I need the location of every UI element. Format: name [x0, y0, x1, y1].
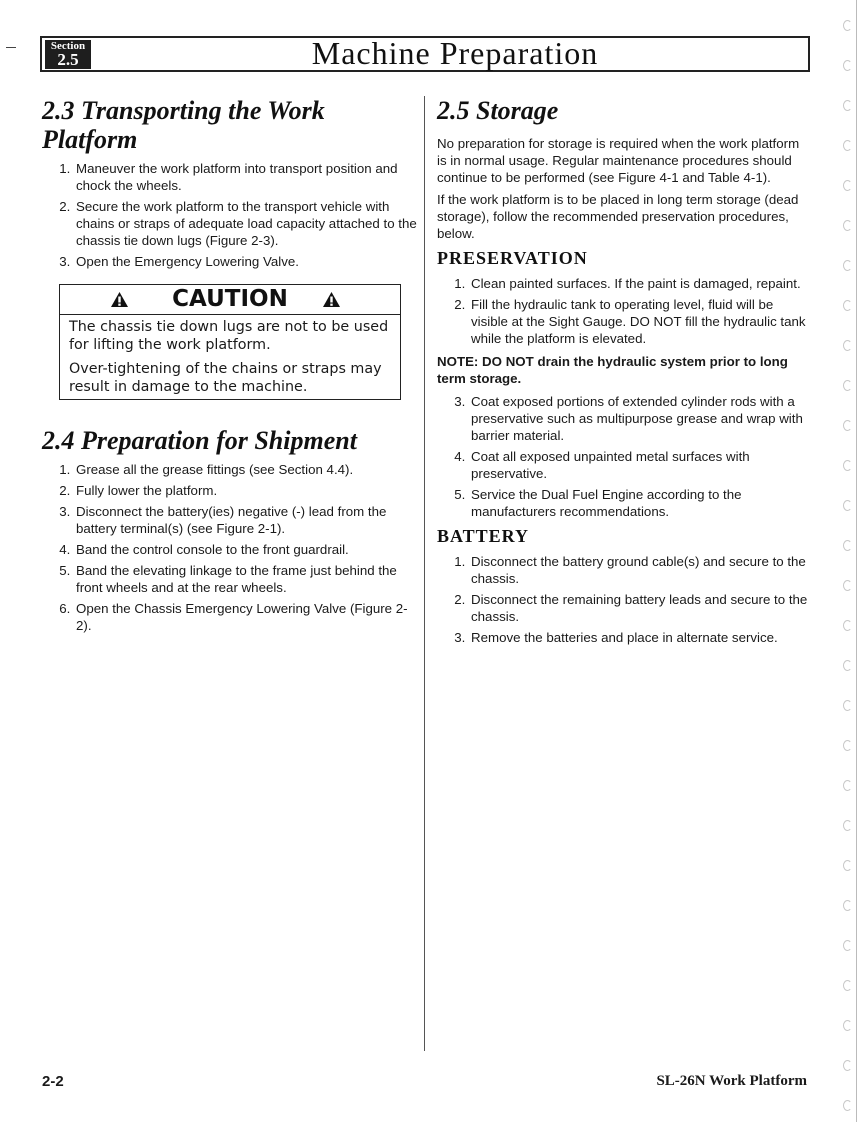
binding-ring-icon: [843, 860, 852, 871]
binding-ring-icon: [843, 140, 852, 151]
section-badge-label: Section: [50, 40, 86, 52]
list-item: 4. Coat all exposed unpainted metal surfaces with preservative.: [469, 448, 811, 482]
list-item: 3. Open the Emergency Lowering Valve.: [74, 253, 418, 270]
binding-ring-icon: [843, 580, 852, 591]
list-item: 3. Coat exposed portions of extended cylinder rods with a preservative such as multipurpose grease and wrap with barrier material.: [469, 393, 811, 444]
section-badge-number: 2.5: [57, 50, 79, 69]
section-header: [40, 36, 810, 72]
binding-ring-icon: [843, 980, 852, 991]
warning-icon: [110, 291, 129, 308]
binding-ring-icon: [843, 1100, 852, 1111]
binding-ring-icon: [843, 540, 852, 551]
transport-heading: 2.3 Transporting the Work Platform: [42, 96, 325, 154]
list-item: 5. Service the Dual Fuel Engine according to the manufacturers recommendations.: [469, 486, 811, 520]
binding-ring-icon: [843, 660, 852, 671]
list-item: 1. Disconnect the battery ground cable(s) and secure to the chassis.: [469, 553, 811, 587]
caution-text: The chassis tie down lugs are not to be used for lifting the work platform.: [69, 319, 389, 353]
list-item: 2. Fill the hydraulic tank to operating level, fluid will be visible at the Sight Gauge. DO NOT fill the hydraulic tank while the platform is elevated.: [469, 296, 811, 347]
preservation-steps-continued: [437, 393, 811, 520]
binding-ring-icon: [843, 220, 852, 231]
binding-ring-icon: [843, 420, 852, 431]
column-divider: [424, 96, 425, 1051]
binding-ring-icon: [843, 20, 852, 31]
list-item: 5. Band the elevating linkage to the frame just behind the front wheels and at the rear wheels.: [74, 562, 418, 596]
storage-note: NOTE: DO NOT drain the hydraulic system prior to long term storage.: [437, 354, 788, 386]
right-column: [437, 96, 811, 650]
binding-ring-icon: [843, 380, 852, 391]
list-item: 1. Grease all the grease fittings (see Section 4.4).: [74, 461, 418, 478]
binding-ring-icon: [843, 340, 852, 351]
product-name: SL-26N Work Platform: [656, 1073, 807, 1089]
binding-ring-icon: [843, 100, 852, 111]
warning-icon: [322, 291, 341, 308]
binding-ring-icon: [843, 820, 852, 831]
binding-ring-icon: [843, 780, 852, 791]
caution-word: CAUTION: [172, 286, 288, 312]
list-item: 2. Secure the work platform to the transport vehicle with chains or straps of adequate load capacity attached to the chassis tie down lugs (Figure 2-3).: [74, 198, 418, 249]
preservation-steps: [437, 275, 811, 347]
binding-ring-icon: [843, 700, 852, 711]
caution-box: [59, 284, 401, 400]
list-item: 2. Disconnect the remaining battery leads and secure to the chassis.: [469, 591, 811, 625]
binding-ring-icon: [843, 620, 852, 631]
caution-body: [60, 315, 400, 399]
binding-ring-icon: [843, 260, 852, 271]
binding-ring-icon: [843, 1060, 852, 1071]
binding-edge: [856, 0, 857, 1122]
margin-mark: [6, 47, 16, 48]
battery-steps: [437, 553, 811, 646]
transport-steps: [42, 160, 418, 270]
binding-ring-icon: [843, 1020, 852, 1031]
list-item: 3. Remove the batteries and place in alternate service.: [469, 629, 811, 646]
storage-paragraph: If the work platform is to be placed in long term storage (dead storage), follow the recommended preservation procedures, below.: [437, 192, 799, 241]
page-title: Machine Preparation: [311, 35, 599, 71]
list-item: 3. Disconnect the battery(ies) negative (-) lead from the battery terminal(s) (see Figure 2-1).: [74, 503, 418, 537]
list-item: 1. Maneuver the work platform into transport position and chock the wheels.: [74, 160, 418, 194]
section-badge: [45, 40, 91, 69]
binding-ring-icon: [843, 300, 852, 311]
binding-ring-icon: [843, 940, 852, 951]
storage-heading: 2.5 Storage: [437, 96, 559, 125]
left-column: [42, 96, 418, 638]
caution-header: [60, 285, 400, 315]
binding-ring-icon: [843, 740, 852, 751]
binding-ring-icon: [843, 460, 852, 471]
list-item: 4. Band the control console to the front guardrail.: [74, 541, 418, 558]
list-item: 1. Clean painted surfaces. If the paint is damaged, repaint.: [469, 275, 811, 292]
battery-heading: BATTERY: [437, 526, 530, 546]
binding-ring-icon: [843, 900, 852, 911]
shipment-heading: 2.4 Preparation for Shipment: [42, 426, 357, 455]
binding-ring-icon: [843, 180, 852, 191]
binding-ring-icon: [843, 60, 852, 71]
shipment-steps: [42, 461, 418, 634]
list-item: 2. Fully lower the platform.: [74, 482, 418, 499]
caution-text: Over-tightening of the chains or straps may result in damage to the machine.: [69, 361, 382, 395]
preservation-heading: PRESERVATION: [437, 248, 588, 268]
binding-ring-icon: [843, 500, 852, 511]
list-item: 6. Open the Chassis Emergency Lowering Valve (Figure 2-2).: [74, 600, 418, 634]
page-number: 2-2: [42, 1073, 64, 1090]
storage-paragraph: No preparation for storage is required when the work platform is in normal usage. Regular maintenance procedures should continue to be performed (see Figure 4-1 and Table 4-1).: [437, 136, 800, 185]
